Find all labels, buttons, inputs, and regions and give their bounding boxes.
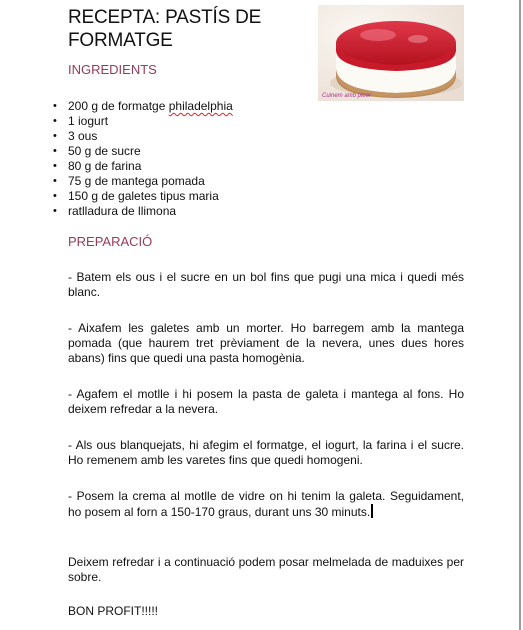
step-paragraph[interactable] bbox=[68, 489, 464, 520]
preparation-heading: PREPARACIÓ bbox=[68, 234, 153, 249]
list-item: • 50 g de sucre bbox=[53, 144, 233, 159]
step-paragraph: - Als ous blanquejats, hi afegim el formatge, el iogurt, la farina i el sucre. Ho remenem amb les varetes fins que quedi homogeni. bbox=[68, 438, 464, 467]
misspelled-word: philadelphia bbox=[168, 99, 233, 113]
list-item: • ratlladura de llimona bbox=[53, 204, 233, 219]
step-paragraph: - Agafem el motlle i hi posem la pasta de galeta i mantega al fons. Ho deixem refredar a la nevera. bbox=[68, 387, 464, 416]
recipe-title: RECEPTA: PASTÍS DE FORMATGE bbox=[68, 7, 262, 51]
closing-text: BON PROFIT!!!!! bbox=[68, 604, 159, 618]
list-item: • 80 g de farina bbox=[53, 159, 233, 174]
ingredients-list bbox=[53, 99, 233, 219]
step-paragraph: - Batem els ous i el sucre en un bol fins que pugi una mica i quedi més blanc. bbox=[68, 270, 464, 299]
list-item: • 75 g de mantega pomada bbox=[53, 174, 233, 189]
list-item: • 200 g de formatge philadelphia bbox=[53, 99, 233, 114]
photo-caption: Cuinem amb pleer bbox=[322, 93, 372, 99]
step-paragraph: - Aixafem les galetes amb un morter. Ho barregem amb la mantega pomada (que haurem tret prèviament de la nevera, unes dues hores abans) fins que quedi una pasta homogènia. bbox=[68, 321, 464, 365]
list-item: • 3 ous bbox=[53, 129, 233, 144]
list-item: • 150 g de galetes tipus maria bbox=[53, 189, 233, 204]
step-text: - Posem la crema al motlle de vidre on hi tenim la galeta. Seguidament, ho posem al forn a 150-170 graus, durant uns 30 minuts. bbox=[68, 489, 464, 519]
cheesecake-illustration bbox=[318, 5, 464, 101]
list-item: • 1 iogurt bbox=[53, 114, 233, 129]
step-paragraph: Deixem refredar i a continuació podem posar melmelada de maduixes per sobre. bbox=[68, 555, 464, 584]
cheesecake-photo bbox=[318, 5, 464, 101]
text-cursor bbox=[371, 504, 373, 518]
ingredients-heading: INGREDIENTS bbox=[68, 62, 157, 77]
page-edge bbox=[519, 0, 521, 630]
